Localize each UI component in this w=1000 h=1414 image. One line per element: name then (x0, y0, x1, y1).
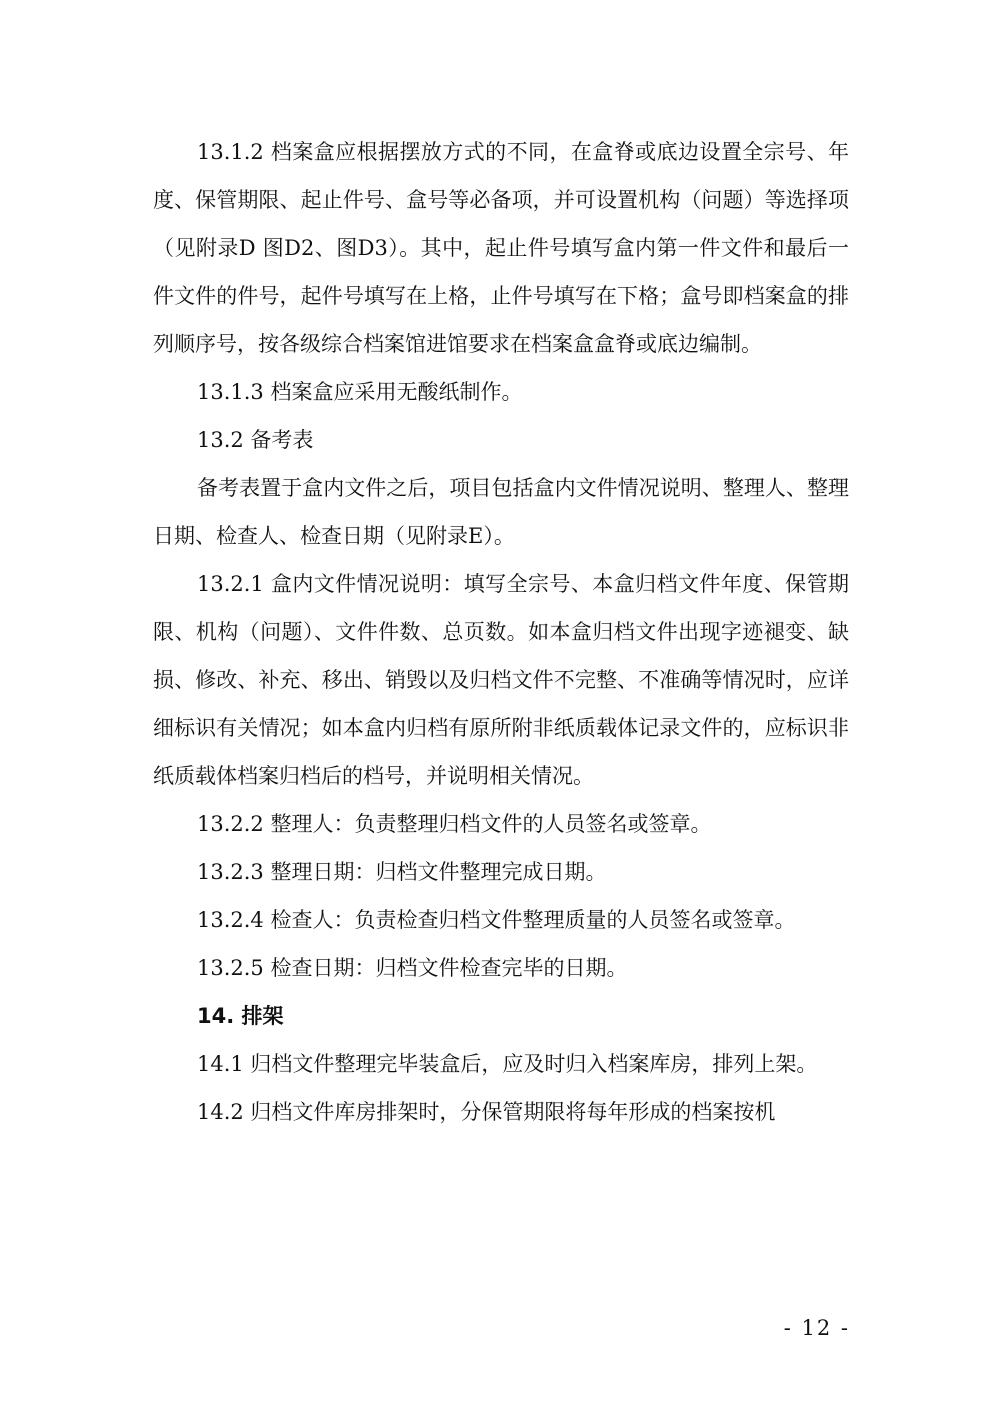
page-number: - 12 - (783, 1316, 850, 1340)
paragraph-13-2-intro: 备考表置于盒内文件之后，项目包括盒内文件情况说明、整理人、整理日期、检查人、检查日期（见附录E）。 (153, 476, 849, 548)
paragraph-13-1-2: 13.1.2 档案盒应根据摆放方式的不同，在盒脊或底边设置全宗号、年度、保管期限、起止件号、盒号等必备项，并可设置机构（问题）等选择项（见附录D 图D2、图D3）。其中，起止件号填写盒内第一件文件和最后一件文件的件号，起件号填写在上格，止件号填写在下格；盒号即档案盒的排列顺序号，按各级综合档案馆进馆要求在档案盒盒脊或底边编制。 (153, 140, 849, 356)
document-body (153, 128, 849, 1136)
paragraph-14-1: 14.1 归档文件整理完毕装盒后，应及时归入档案库房，排列上架。 (197, 1052, 818, 1076)
paragraph-13-2-1: 13.2.1 盒内文件情况说明：填写全宗号、本盒归档文件年度、保管期限、机构（问题）、文件件数、总页数。如本盒归档文件出现字迹褪变、缺损、修改、补充、移出、销毁以及归档文件不完整、不准确等情况时，应详细标识有关情况；如本盒内归档有原所附非纸质载体记录文件的，应标识非纸质载体档案归档后的档号，并说明相关情况。 (153, 572, 849, 788)
paragraph-14-2: 14.2 归档文件库房排架时，分保管期限将每年形成的档案按机 (197, 1100, 776, 1124)
paragraph-13-2-3: 13.2.3 整理日期：归档文件整理完成日期。 (197, 860, 607, 884)
section-heading-14: 14. 排架 (197, 1004, 284, 1028)
section-heading-13-2: 13.2 备考表 (197, 428, 314, 452)
paragraph-13-2-4: 13.2.4 检查人：负责检查归档文件整理质量的人员签名或签章。 (197, 908, 796, 932)
paragraph-13-2-5: 13.2.5 检查日期：归档文件检查完毕的日期。 (197, 956, 628, 980)
paragraph-13-2-2: 13.2.2 整理人：负责整理归档文件的人员签名或签章。 (197, 812, 712, 836)
paragraph-13-1-3: 13.1.3 档案盒应采用无酸纸制作。 (197, 380, 523, 404)
